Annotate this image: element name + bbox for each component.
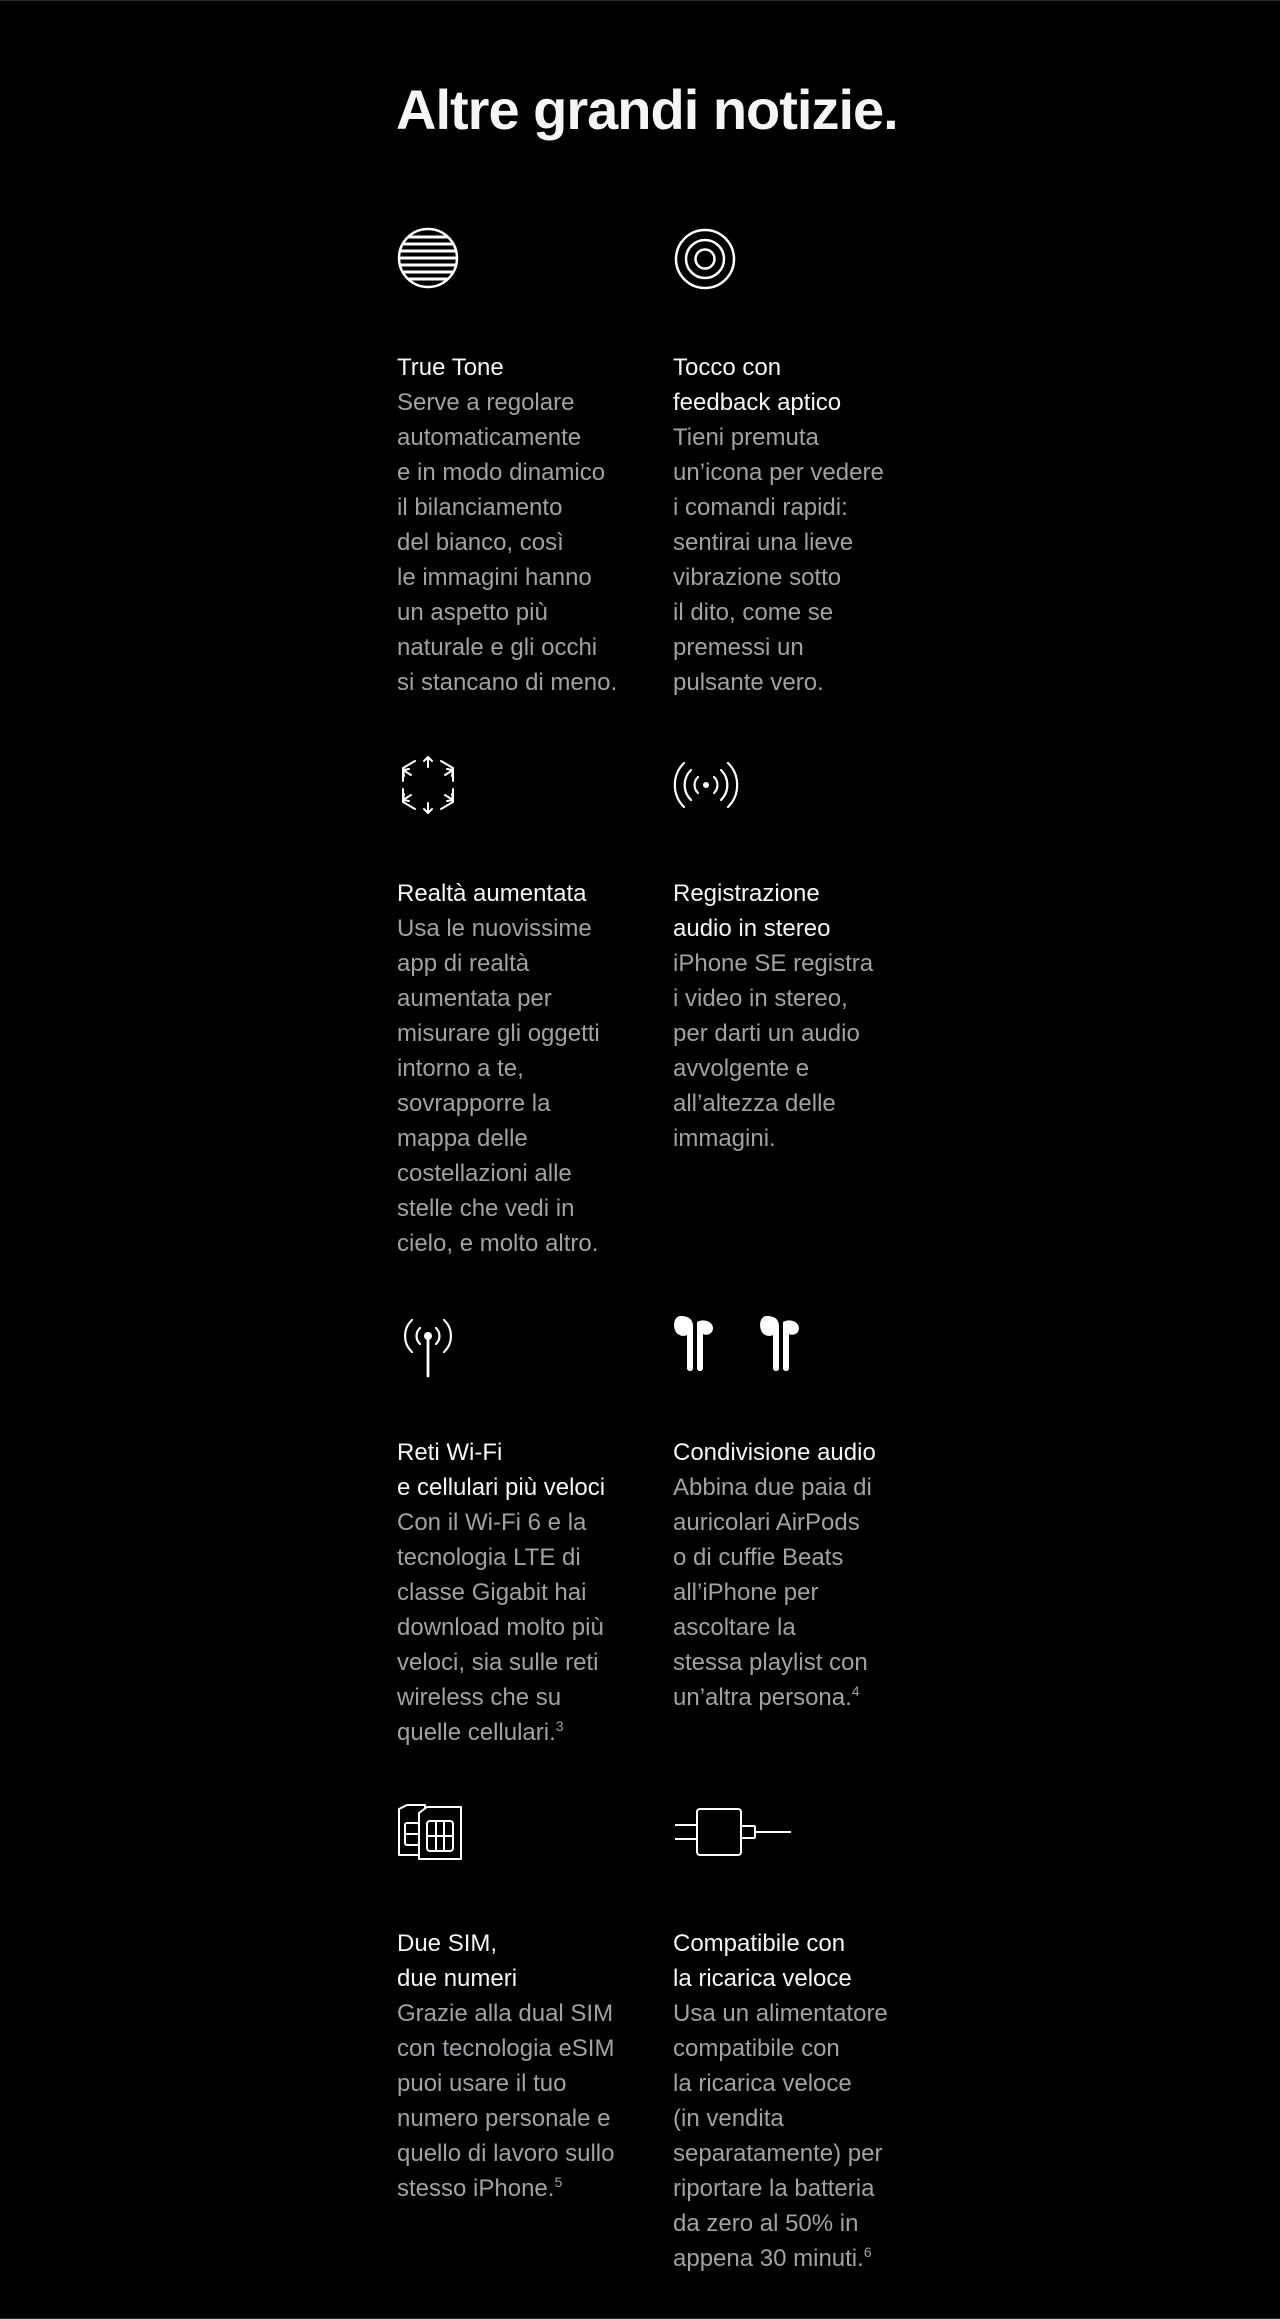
fast-charge-icon	[673, 1803, 793, 1873]
haptic-touch-icon	[673, 227, 793, 297]
feature-augmented-reality	[397, 753, 657, 1257]
top-divider	[0, 0, 1280, 1]
feature-title: Reti Wi-Fi e cellulari più veloci	[397, 1439, 606, 1501]
wireless-antenna-icon	[397, 1312, 517, 1382]
feature-body: Usa le nuovissime app di realtà aumentata per misurare gli oggetti intorno a te, sovrapporre la mappa delle costellazioni alle stelle che vedi in cielo, e molto altro.	[397, 915, 600, 1257]
feature-body: Tieni premuta un’icona per vedere i comandi rapidi: sentirai una lieve vibrazione sotto il dito, come se premessi un pulsante vero.	[673, 424, 884, 696]
stereo-audio-icon	[673, 753, 793, 823]
footnote-marker[interactable]: 3	[555, 1718, 564, 1734]
feature-stereo-recording	[673, 753, 933, 1233]
feature-title: Condivisione audio	[673, 1439, 876, 1466]
feature-title: Registrazione audio in stereo	[673, 880, 831, 942]
feature-body: Serve a regolare automaticamente e in modo dinamico il bilanciamento del bianco, così le immagini hanno un aspetto più naturale e gli occhi si stancano di meno.	[397, 389, 618, 696]
feature-title: Due SIM, due numeri	[397, 1930, 518, 1992]
footnote-marker[interactable]: 6	[863, 2244, 872, 2260]
feature-body: Usa un alimentatore compatibile con la ricarica veloce (in vendita separatamente) per riportare la batteria da zero al 50% in appena 30 minuti.$^6$	[673, 2000, 888, 2272]
section-heading: Altre grandi notizie.	[396, 78, 898, 141]
dual-sim-icon	[397, 1803, 517, 1873]
feature-faster-networks	[397, 1312, 657, 1746]
feature-body: Abbina due paia di auricolari AirPods o di cuffie Beats all’iPhone per ascoltare la stessa playlist con un’altra persona.$^4$	[673, 1474, 872, 1711]
footnote-marker[interactable]: 5	[554, 2174, 563, 2190]
airpods-icon	[673, 1312, 793, 1382]
feature-title: Tocco con feedback aptico	[673, 354, 842, 416]
feature-body: Con il Wi-Fi 6 e la tecnologia LTE di classe Gigabit hai download molto più veloci, sia sulle reti wireless che su quelle cellulari.$^3$	[397, 1509, 604, 1746]
feature-body: Grazie alla dual SIM con tecnologia eSIM puoi usare il tuo numero personale e quello di lavoro sullo stesso iPhone.$^5$	[397, 2000, 615, 2202]
feature-title: Compatibile con la ricarica veloce	[673, 1930, 852, 1992]
true-tone-icon	[397, 227, 517, 297]
feature-haptic-touch	[673, 227, 933, 696]
feature-title: True Tone	[397, 354, 504, 381]
feature-dual-sim	[397, 1803, 657, 2243]
footnote-marker[interactable]: 4	[851, 1683, 860, 1699]
feature-true-tone	[397, 227, 657, 696]
feature-audio-sharing	[673, 1312, 933, 1732]
feature-fast-charge	[673, 1803, 933, 2272]
feature-title: Realtà aumentata	[397, 880, 587, 907]
augmented-reality-icon	[397, 753, 517, 823]
feature-body: iPhone SE registra i video in stereo, per darti un audio avvolgente e all’altezza delle immagini.	[673, 950, 874, 1152]
